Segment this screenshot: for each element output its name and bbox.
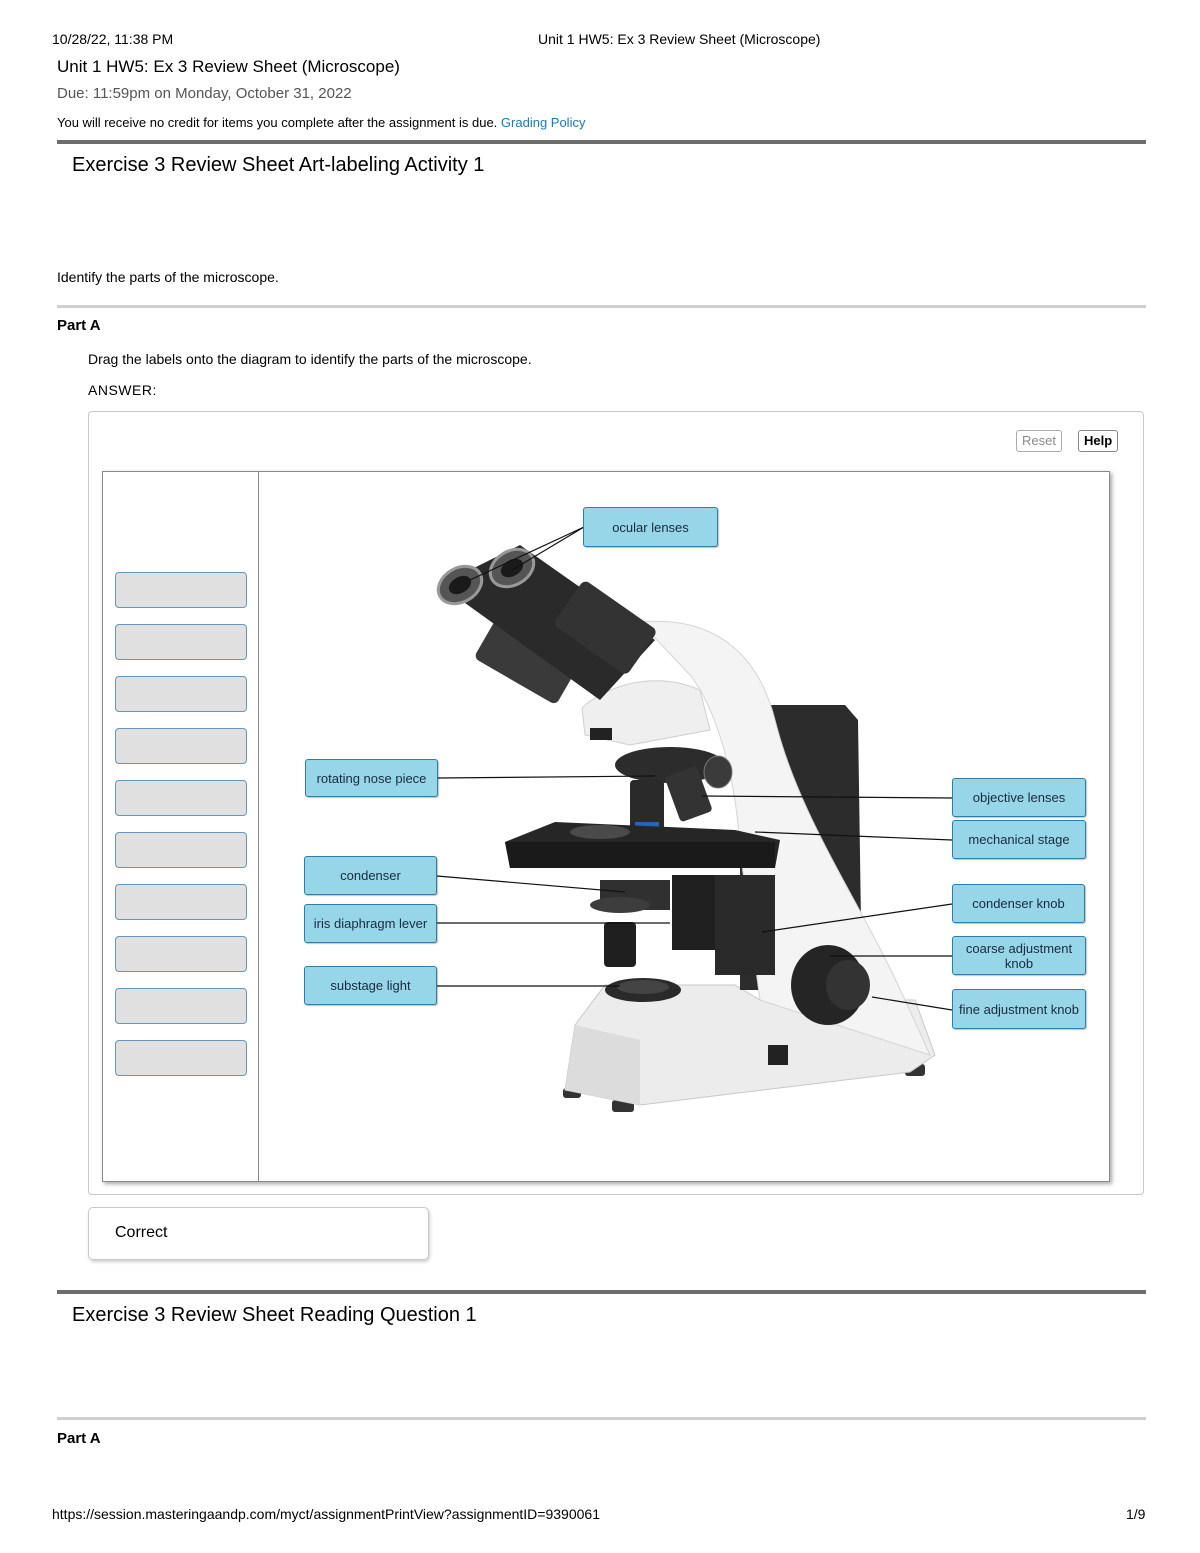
- empty-label-slot[interactable]: [115, 728, 247, 764]
- label-condenser[interactable]: condenser: [304, 856, 437, 895]
- empty-label-slot[interactable]: [115, 624, 247, 660]
- label-fine-adjustment-knob[interactable]: fine adjustment knob: [952, 989, 1086, 1029]
- label-ocular-lenses[interactable]: ocular lenses: [583, 507, 718, 547]
- label-iris-diaphragm-lever[interactable]: iris diaphragm lever: [304, 904, 437, 943]
- empty-label-slot[interactable]: [115, 780, 247, 816]
- filter-holder: [604, 922, 636, 967]
- page-number: 1/9: [1126, 1506, 1146, 1522]
- section-divider: [57, 140, 1146, 144]
- activity1-title: Exercise 3 Review Sheet Art-labeling Activity 1: [72, 154, 485, 176]
- part-divider: [57, 305, 1146, 308]
- condenser-knob: [738, 915, 772, 949]
- activity1-instruction: Drag the labels onto the diagram to identify the parts of the microscope.: [88, 351, 532, 367]
- label-objective-lenses[interactable]: objective lenses: [952, 778, 1086, 817]
- footer-url: https://session.masteringaandp.com/myct/assignmentPrintView?assignmentID=9390061: [52, 1506, 600, 1522]
- reset-button[interactable]: Reset: [1016, 430, 1062, 452]
- head-clip: [590, 728, 612, 740]
- empty-label-slot[interactable]: [115, 988, 247, 1024]
- empty-label-slot[interactable]: [115, 936, 247, 972]
- activity1-part-label: Part A: [57, 317, 101, 334]
- empty-label-slot[interactable]: [115, 676, 247, 712]
- empty-label-slot[interactable]: [115, 572, 247, 608]
- power-switch: [768, 1045, 788, 1065]
- label-mechanical-stage[interactable]: mechanical stage: [952, 820, 1086, 859]
- feedback-box: [88, 1207, 429, 1260]
- grading-policy-link[interactable]: Grading Policy: [500, 115, 586, 130]
- answer-label: ANSWER:: [88, 382, 157, 398]
- objective-lens: [704, 756, 732, 788]
- empty-label-slot[interactable]: [115, 832, 247, 868]
- feedback-text: Correct: [115, 1224, 168, 1241]
- late-notice: [57, 115, 585, 130]
- activity2-title: Exercise 3 Review Sheet Reading Question 1: [72, 1304, 477, 1326]
- help-button[interactable]: Help: [1078, 430, 1118, 452]
- activity2-part-label: Part A: [57, 1430, 101, 1447]
- label-rotating-nose-piece[interactable]: rotating nose piece: [305, 759, 438, 797]
- due-date: Due: 11:59pm on Monday, October 31, 2022: [57, 85, 352, 102]
- label-coarse-adjustment-knob[interactable]: coarse adjustment knob: [952, 936, 1086, 975]
- print-doc-title: Unit 1 HW5: Ex 3 Review Sheet (Microscope): [538, 31, 821, 47]
- label-condenser-knob[interactable]: condenser knob: [952, 884, 1085, 923]
- fine-adjustment-knob: [826, 960, 870, 1010]
- print-datetime: 10/28/22, 11:38 PM: [52, 31, 174, 47]
- activity1-intro: Identify the parts of the microscope.: [57, 269, 279, 285]
- assignment-title: Unit 1 HW5: Ex 3 Review Sheet (Microscope): [57, 57, 400, 76]
- label-substage-light[interactable]: substage light: [304, 966, 437, 1005]
- section-divider: [57, 1290, 1146, 1294]
- empty-label-slot[interactable]: [115, 1040, 247, 1076]
- part-divider: [57, 1417, 1146, 1420]
- empty-label-slot[interactable]: [115, 884, 247, 920]
- late-notice-text: You will receive no credit for items you complete after the assignment is due.: [57, 115, 498, 130]
